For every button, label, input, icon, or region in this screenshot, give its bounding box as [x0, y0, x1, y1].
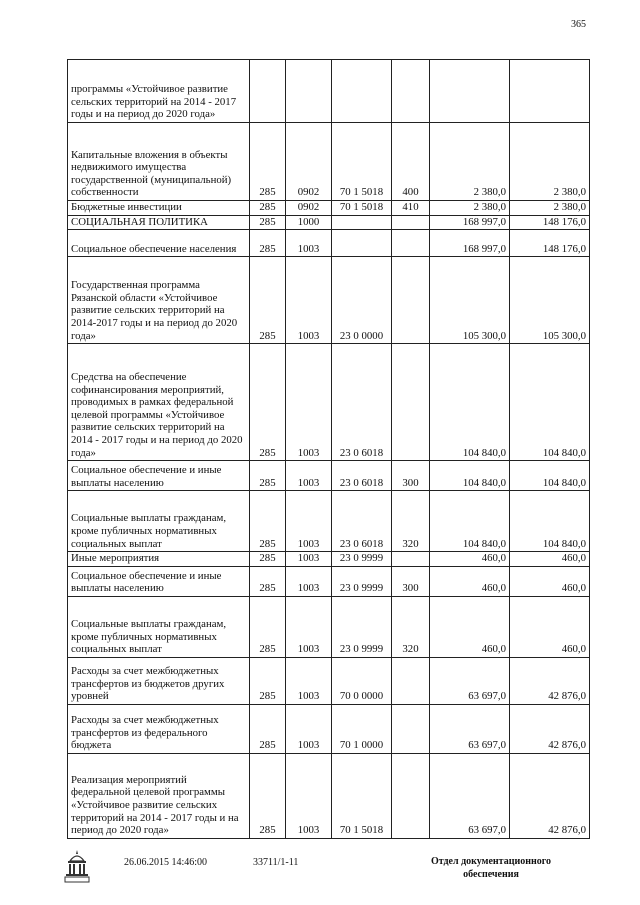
cell-s2: 148 176,0	[510, 230, 590, 257]
cell-cs	[332, 60, 392, 123]
cell-cs	[332, 230, 392, 257]
cell-s2: 42 876,0	[510, 704, 590, 753]
cell-rz: 1000	[286, 215, 332, 230]
cell-s1: 63 697,0	[430, 657, 510, 704]
cell-gr: 285	[250, 257, 286, 344]
cell-rz: 1003	[286, 552, 332, 567]
cell-s1: 104 840,0	[430, 344, 510, 461]
cell-s2: 104 840,0	[510, 344, 590, 461]
cell-s1: 2 380,0	[430, 201, 510, 216]
table-row	[68, 491, 590, 552]
cell-rz: 1003	[286, 704, 332, 753]
cell-gr: 285	[250, 461, 286, 491]
cell-s2: 42 876,0	[510, 657, 590, 704]
cell-s1: 460,0	[430, 596, 510, 657]
cell-s1: 105 300,0	[430, 257, 510, 344]
cell-vr: 320	[392, 596, 430, 657]
cell-rz: 1003	[286, 657, 332, 704]
cell-gr: 285	[250, 123, 286, 201]
cell-s1: 460,0	[430, 566, 510, 596]
cell-vr	[392, 657, 430, 704]
cell-s2: 148 176,0	[510, 215, 590, 230]
table-row	[68, 753, 590, 838]
cell-rz: 0902	[286, 201, 332, 216]
cell-rz: 1003	[286, 596, 332, 657]
cell-name: Расходы за счет межбюджетных трансфертов из федерального бюджета	[68, 704, 250, 753]
cell-s1: 2 380,0	[430, 123, 510, 201]
cell-s2	[510, 60, 590, 123]
table-row	[68, 230, 590, 257]
budget-table	[67, 59, 590, 839]
footer-department: Отдел документационного обеспечения	[430, 856, 552, 880]
cell-gr	[250, 60, 286, 123]
cell-rz: 1003	[286, 461, 332, 491]
cell-cs: 70 1 5018	[332, 753, 392, 838]
table-row	[68, 60, 590, 123]
cell-gr: 285	[250, 704, 286, 753]
cell-s1: 104 840,0	[430, 461, 510, 491]
cell-vr: 300	[392, 461, 430, 491]
cell-gr: 285	[250, 201, 286, 216]
cell-s1: 63 697,0	[430, 704, 510, 753]
cell-cs: 23 0 9999	[332, 566, 392, 596]
cell-name: Капитальные вложения в объекты недвижимого имущества государственной (муниципальной) собственности	[68, 123, 250, 201]
cell-rz: 1003	[286, 491, 332, 552]
cell-cs: 70 0 0000	[332, 657, 392, 704]
cell-s1: 168 997,0	[430, 230, 510, 257]
cell-vr	[392, 552, 430, 567]
cell-s2: 460,0	[510, 566, 590, 596]
table-row	[68, 461, 590, 491]
cell-gr: 285	[250, 566, 286, 596]
cell-rz: 0902	[286, 123, 332, 201]
cell-cs: 23 0 9999	[332, 596, 392, 657]
cell-gr: 285	[250, 657, 286, 704]
table-row	[68, 215, 590, 230]
cell-s2: 460,0	[510, 596, 590, 657]
page-number: 365	[571, 19, 586, 30]
cell-s1: 168 997,0	[430, 215, 510, 230]
cell-name: Социальное обеспечение и иные выплаты населению	[68, 461, 250, 491]
cell-name: Средства на обеспечение софинансирования мероприятий, проводимых в рамках федеральной целевой программы «Устойчивое развитие сельских территорий на 2014 - 2017 годы и на период до 2020 года»	[68, 344, 250, 461]
cell-gr: 285	[250, 344, 286, 461]
cell-s2: 2 380,0	[510, 201, 590, 216]
cell-vr: 300	[392, 566, 430, 596]
cell-s2: 42 876,0	[510, 753, 590, 838]
footer-doc-number: 33711/1-11	[253, 857, 299, 868]
cell-rz: 1003	[286, 344, 332, 461]
cell-cs: 23 0 0000	[332, 257, 392, 344]
cell-cs: 70 1 0000	[332, 704, 392, 753]
cell-vr: 410	[392, 201, 430, 216]
cell-gr: 285	[250, 230, 286, 257]
cell-name: Социальные выплаты гражданам, кроме публичных нормативных социальных выплат	[68, 596, 250, 657]
cell-name: Социальное обеспечение населения	[68, 230, 250, 257]
table-row	[68, 566, 590, 596]
cell-name: Расходы за счет межбюджетных трансфертов из бюджетов других уровней	[68, 657, 250, 704]
cell-s2: 460,0	[510, 552, 590, 567]
cell-rz: 1003	[286, 230, 332, 257]
cell-vr	[392, 257, 430, 344]
cell-s1: 104 840,0	[430, 491, 510, 552]
duma-building-emblem-icon	[62, 847, 92, 887]
cell-rz: 1003	[286, 566, 332, 596]
cell-gr: 285	[250, 753, 286, 838]
table-row	[68, 596, 590, 657]
cell-rz	[286, 60, 332, 123]
table-row	[68, 344, 590, 461]
cell-s2: 104 840,0	[510, 491, 590, 552]
cell-s2: 2 380,0	[510, 123, 590, 201]
cell-cs: 23 0 6018	[332, 344, 392, 461]
cell-name: Социальные выплаты гражданам, кроме публичных нормативных социальных выплат	[68, 491, 250, 552]
cell-vr	[392, 344, 430, 461]
table-row	[68, 657, 590, 704]
table-row	[68, 201, 590, 216]
cell-vr	[392, 704, 430, 753]
table-row	[68, 257, 590, 344]
cell-name: Бюджетные инвестиции	[68, 201, 250, 216]
cell-s1: 63 697,0	[430, 753, 510, 838]
cell-s2: 104 840,0	[510, 461, 590, 491]
table-row	[68, 552, 590, 567]
footer-datetime: 26.06.2015 14:46:00	[124, 857, 208, 868]
cell-rz: 1003	[286, 753, 332, 838]
cell-cs: 23 0 6018	[332, 491, 392, 552]
cell-cs: 70 1 5018	[332, 201, 392, 216]
cell-gr: 285	[250, 491, 286, 552]
table-row	[68, 123, 590, 201]
cell-gr: 285	[250, 596, 286, 657]
cell-vr	[392, 60, 430, 123]
cell-name: Иные мероприятия	[68, 552, 250, 567]
cell-vr: 400	[392, 123, 430, 201]
cell-name: программы «Устойчивое развитие сельских территорий на 2014 - 2017 годы и на период до 2020 года»	[68, 60, 250, 123]
cell-name: Социальное обеспечение и иные выплаты населению	[68, 566, 250, 596]
cell-s2: 105 300,0	[510, 257, 590, 344]
cell-vr	[392, 230, 430, 257]
cell-gr: 285	[250, 215, 286, 230]
cell-name: Государственная программа Рязанской области «Устойчивое развитие сельских территорий на 2014-2017 годы и на период до 2020 года»	[68, 257, 250, 344]
cell-cs: 23 0 9999	[332, 552, 392, 567]
cell-name: СОЦИАЛЬНАЯ ПОЛИТИКА	[68, 215, 250, 230]
cell-cs: 23 0 6018	[332, 461, 392, 491]
cell-cs	[332, 215, 392, 230]
cell-s1	[430, 60, 510, 123]
cell-gr: 285	[250, 552, 286, 567]
cell-rz: 1003	[286, 257, 332, 344]
cell-s1: 460,0	[430, 552, 510, 567]
cell-cs: 70 1 5018	[332, 123, 392, 201]
table-row	[68, 704, 590, 753]
cell-vr	[392, 215, 430, 230]
cell-vr: 320	[392, 491, 430, 552]
cell-vr	[392, 753, 430, 838]
cell-name: Реализация мероприятий федеральной целевой программы «Устойчивое развитие сельских территорий на 2014 - 2017 годы и на период до 2020 года»	[68, 753, 250, 838]
